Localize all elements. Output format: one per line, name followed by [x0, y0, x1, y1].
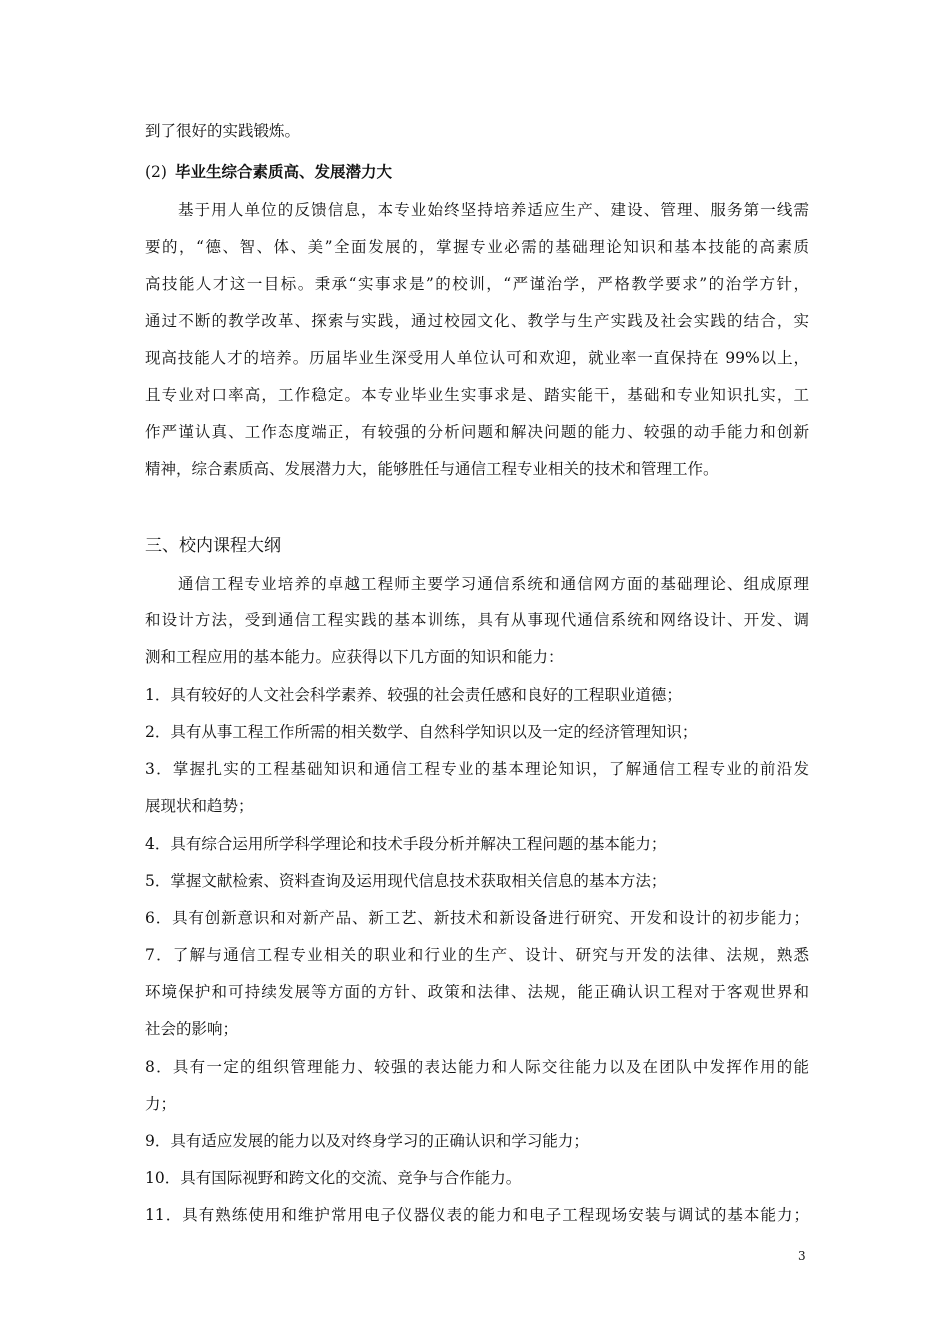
paragraph1-line: 作严谨认真、工作态度端正，有较强的分析问题和解决问题的能力、较强的动手能力和创新 [145, 423, 809, 441]
subsection-number: (2) [145, 163, 167, 181]
list-item-continuation: 社会的影响； [145, 1020, 239, 1038]
list-item: 8．具有一定的组织管理能力、较强的表达能力和人际交往能力以及在团队中发挥作用的能 [145, 1058, 809, 1076]
paragraph1-line: 要的，“德、智、体、美”全面发展的，掌握专业必需的基础理论知识和基本技能的高素质 [145, 238, 809, 256]
paragraph1-line: 且专业对口率高，工作稳定。本专业毕业生实事求是、踏实能干，基础和专业知识扎实，工 [145, 386, 809, 404]
paragraph2-line: 测和工程应用的基本能力。应获得以下几方面的知识和能力： [145, 648, 564, 666]
list-item: 11．具有熟练使用和维护常用电子仪器仪表的能力和电子工程现场安装与调试的基本能力； [145, 1206, 809, 1224]
paragraph1-line: 现高技能人才的培养。历届毕业生深受用人单位认可和欢迎，就业率一直保持在 99%以上， [145, 349, 809, 367]
list-item: 4．具有综合运用所学科学理论和技术手段分析并解决工程问题的基本能力； [145, 835, 667, 853]
list-item-continuation: 力； [145, 1095, 177, 1113]
paragraph1-line: 精神，综合素质高、发展潜力大，能够胜任与通信工程专业相关的技术和管理工作。 [145, 460, 719, 478]
paragraph1-line: 通过不断的教学改革、探索与实践，通过校园文化、教学与生产实践及社会实践的结合，实 [145, 312, 809, 330]
subsection-title: 毕业生综合素质高、发展潜力大 [175, 163, 393, 181]
list-item: 3．掌握扎实的工程基础知识和通信工程专业的基本理论知识，了解通信工程专业的前沿发 [145, 760, 809, 778]
paragraph1-line: 基于用人单位的反馈信息，本专业始终坚持培养适应生产、建设、管理、服务第一线需 [178, 201, 809, 219]
list-item: 6．具有创新意识和对新产品、新工艺、新技术和新设备进行研究、开发和设计的初步能力； [145, 909, 809, 927]
subsection-heading [145, 162, 392, 182]
section-heading: 三、校内课程大纲 [145, 536, 281, 556]
paragraph2-line: 通信工程专业培养的卓越工程师主要学习通信系统和通信网方面的基础理论、组成原理 [178, 575, 809, 593]
list-item: 9．具有适应发展的能力以及对终身学习的正确认识和学习能力； [145, 1132, 589, 1150]
list-item: 7．了解与通信工程专业相关的职业和行业的生产、设计、研究与开发的法律、法规，熟悉 [145, 946, 809, 964]
page-number: 3 [798, 1249, 806, 1263]
paragraph2-line: 和设计方法，受到通信工程实践的基本训练，具有从事现代通信系统和网络设计、开发、调 [145, 611, 809, 629]
list-item-continuation: 展现状和趋势； [145, 797, 254, 815]
paragraph-intro-end: 到了很好的实践锻炼。 [145, 122, 301, 140]
list-item: 1．具有较好的人文社会科学素养、较强的社会责任感和良好的工程职业道德； [145, 686, 682, 704]
list-item-continuation: 环境保护和可持续发展等方面的方针、政策和法律、法规，能正确认识工程对于客观世界和 [145, 983, 809, 1001]
paragraph1-line: 高技能人才这一目标。秉承“实事求是”的校训，“严谨治学，严格教学要求”的治学方针， [145, 275, 809, 293]
list-item: 2．具有从事工程工作所需的相关数学、自然科学知识以及一定的经济管理知识； [145, 723, 698, 741]
list-item: 10．具有国际视野和跨文化的交流、竞争与合作能力。 [145, 1169, 522, 1187]
list-item: 5．掌握文献检索、资料查询及运用现代信息技术获取相关信息的基本方法； [145, 872, 667, 890]
